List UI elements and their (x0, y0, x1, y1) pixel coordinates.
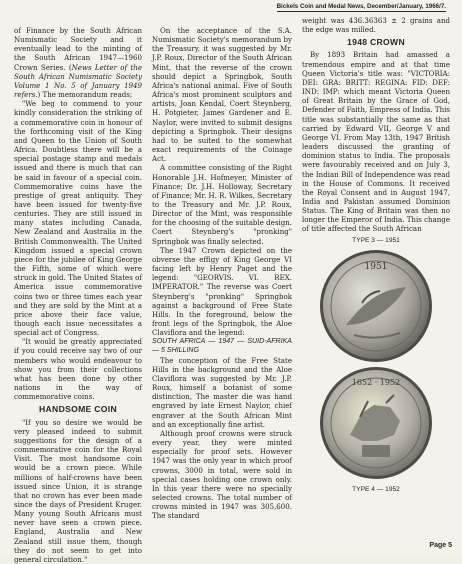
col2-paragraph-5: Although proof crowns were struck every year, they were minted especially for proof sets. However 1947 was the only year in which proof crowns, 3000 in total, were sold in special cases holding one crown only. In this year there were no specially selected crowns. The total number of crowns minted in 1947 was 305,600. The standard (152, 428, 292, 521)
section-heading-1948-crown: 1948 CROWN (347, 37, 405, 48)
page-number: Page 5 (429, 542, 452, 549)
col1-paragraph-4: "If you so desire we would be very pleased indeed to submit suggestions for the design of a commemorative coin for the Royal Visit. The most handsome coin would be a crown piece. While millions of half-crowns have been issued since Union, it is strange that no crown has ever been made since the days of President Kruger. Many young South Africans must never have seen a crown piece. England, Australia and New Zealand still issue them, though they do not seem to get into general circulation." (14, 417, 142, 564)
coin-1951-obverse-illustration (302, 247, 450, 365)
col2-paragraph-1: On the acceptance of the S.A. Numismatic Society's memorandum by the Treasury, it was suggested by Mr. J.P. Roux, Director of the South African Mint, that the reverse of the crown should depict a Springbok, South Africa's national animal. Five of South Africa's most prominent sculptors and artists, Joan Kendal, Coert Steynberg, H. Potgieter, James Gardener and E. Naylor, were invited to submit designs depicting a Springbok. Their designs had to be suited to the somewhat exact requirements of the Coinage Act. (152, 26, 292, 164)
coin-caption-type-3: TYPE 3 — 1951 (352, 236, 400, 244)
coin-1952-reverse-illustration (302, 365, 450, 483)
col1-paragraph-3: "It would be greatly appreciated if you could receive say two of our members who would endeavour to show you from their collections what has been done by other nations in the way of commemorative coins. (14, 337, 142, 402)
coin-legend-subhead: SOUTH AFRICA — 1947 — SUID-AFRIKA — 5 SHILLING (152, 338, 292, 355)
column-3 (302, 16, 450, 496)
coin-image-1952 (302, 365, 450, 483)
section-heading-handsome-coin: HANDSOME COIN (39, 404, 117, 415)
col2-paragraph-2: A committee consisting of the Right Honorable J.H. Hofmeyer, Minister of Finance; Dr. J.H. Holloway, Secretary of Finance; Mr. H. R. Wilkes, Secretary to the Treasury and Mr. J.P. Roux, Director of the Mint, was responsible for the choosing of the suitable design. Coert Steynberg's "pronking" Springbok was finally selected. (152, 163, 292, 246)
col1-p1-text-b: ) The memorandum reads; (37, 90, 133, 100)
coin-image-1951 (302, 247, 450, 365)
column-2 (152, 26, 292, 520)
col1-p1-text-a: of Finance by the South African Numismatic Society and it eventually lead to the minting of the South African 1947—1960 Crown Series. ( (14, 26, 142, 72)
coin-1952-date: 1652 · 1952 (351, 377, 401, 387)
coin-1951-date: 1951 (364, 261, 388, 272)
col1-paragraph-2: "We beg to commend to your kindly consideration the striking of a commemorative coin in honour of the forthcoming visit of the King and Queen to the Union of South Africa. Doubtless there will be a special postage stamp and medals issued and there is much that can be said in favour of a special coin. Commemorative coins have the prestige of great antiquity. They have been issued for twenty-five centuries. They are still issued in many states including Canada, New Zealand and Australia in the British Commonwealth. The United Kingdom issued a special crown piece for the jubilee of King George the Fifth, some of which were struck in gold. The United States of America issue commemorative coins two or three times each year and they are sold by the Mint at a price above their face value, though each issue necessitates a special act of Congress. (14, 99, 142, 338)
coin-caption-type-4: TYPE 4 — 1952 (352, 485, 400, 493)
running-head: Bickels Coin and Medal News, December/January, 1966/7. (276, 3, 446, 10)
col3-paragraph-2: By 1893 Britain had amassed a tremendous empire and at that time Queen Victoria's title was: "VICTORIA: DEI: GRA: BRITT: REGINA: FID: DEF: IND: IMP: which meant Victoria Queen of Great Britain by the Grace of God, Defender of Faith, Empress of India. This title was substantially the same as that carried by Edward VII, George V and George VI. From May 13th, 1947 British leaders discussed the granting of dominion status to India. The proposals were favourably received and on July 3, the Indian Bill of Independence was read in the House of Commons. It received the Royal Consent and in August 1947, India and Pakistan assumed Dominion Status. The King of Britain was then no longer the Emperor of India. This change of title affected the South African (302, 50, 450, 234)
col2-paragraph-4: The conception of the Free State Hills in the background and the Aloe Claviflora was suggested by Mr. J.P. Roux, himself a botanist of some distinction, The master die was hand engraved by late Ernest Naylor, chief engraver at the South African Mint and an exceptionally fine artist. (152, 355, 292, 429)
col1-paragraph-1 (14, 26, 142, 99)
col1-p1-italic-reference: News Letter of the South African Numismatic Society Volume 1 No. 5 of January 1949 refers. (14, 62, 142, 100)
col2-paragraph-3: The 1947 Crown depicted on the obverse the effigy of King George VI facing left by Henry Paget and the legend: "GEORVIS. VI. REX. IMPERATOR." The reverse was Coert Steynberg's "pronking" Springbok against a background of Free State Hills. In the foreground, below the front legs of the Springbok, the Aloe Claviflora and the legend: (152, 245, 292, 338)
col3-paragraph-1: weight was 436.36363 ± 2 grains and the edge was milled. (302, 16, 450, 35)
column-1 (14, 26, 142, 564)
